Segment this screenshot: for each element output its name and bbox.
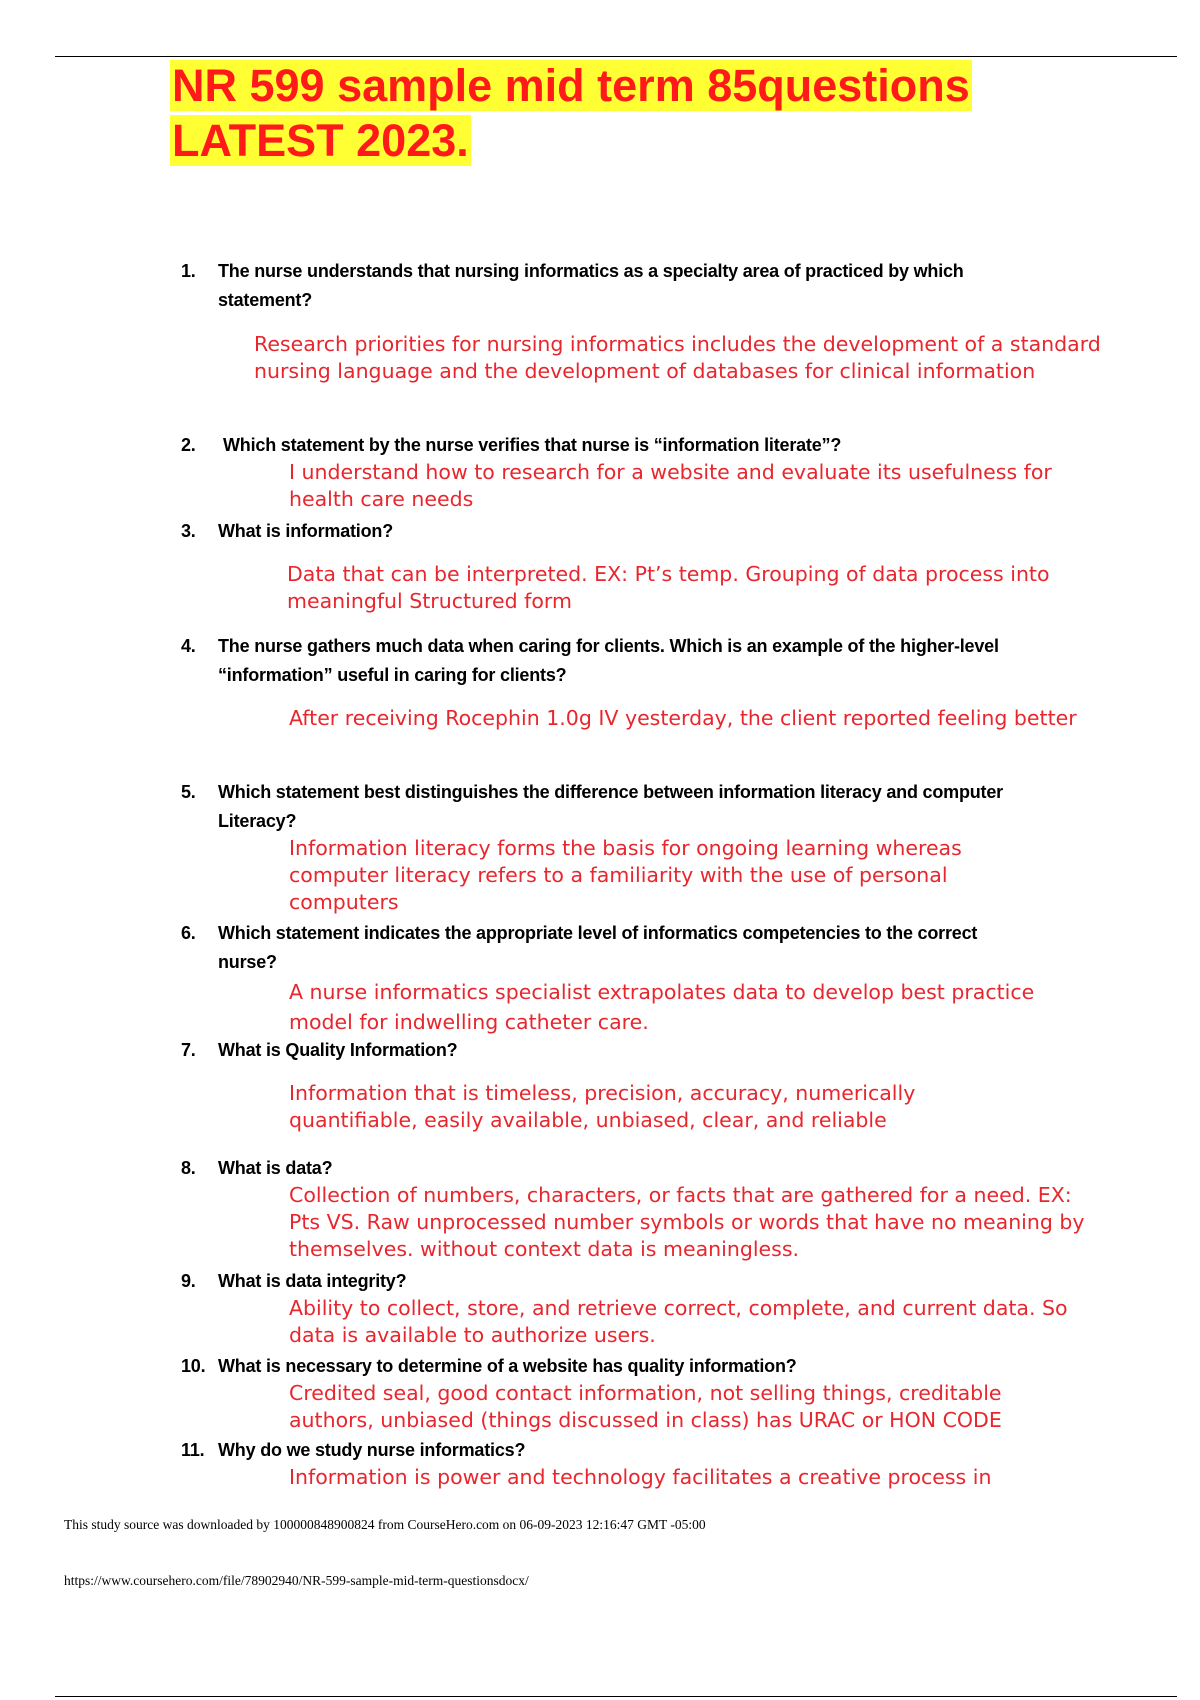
question-number: 1.	[181, 261, 196, 281]
question-text: Which statement best distinguishes the difference between information literacy and computer Literacy?	[218, 782, 1003, 831]
question-8	[181, 1154, 1101, 1183]
question-3	[181, 517, 1101, 546]
download-source-note: This study source was downloaded by 100000848900824 from CourseHero.com on 06-09-2023 12:16:47 GMT -05:00	[64, 1517, 706, 1532]
answer-4: After receiving Rocephin 1.0g IV yesterday, the client reported feeling better	[289, 706, 1077, 730]
answer-10: Credited seal, good contact information, not selling things, creditable authors, unbiased (things discussed in class) has URAC or HON CODE	[289, 1381, 1002, 1432]
question-2	[181, 431, 1101, 460]
answer-8: Collection of numbers, characters, or facts that are gathered for a need. EX: Pts VS. Raw unprocessed number symbols or words that have no meaning by themselves. without context data is meaningless.	[289, 1183, 1085, 1261]
question-number: 6.	[181, 923, 196, 943]
title-line-1: NR 599 sample mid term 85questions	[172, 60, 970, 111]
question-10	[181, 1352, 1101, 1381]
question-text: Which statement by the nurse verifies that nurse is “information literate”?	[223, 435, 842, 455]
question-text: Why do we study nurse informatics?	[218, 1440, 526, 1460]
answer-9: Ability to collect, store, and retrieve correct, complete, and current data. So data is available to authorize users.	[289, 1296, 1068, 1347]
question-text: The nurse gathers much data when caring for clients. Which is an example of the higher-level “information” useful in caring for clients?	[218, 636, 999, 685]
source-url[interactable]: https://www.coursehero.com/file/78902940/NR-599-sample-mid-term-questionsdocx/	[64, 1573, 529, 1588]
answer-3: Data that can be interpreted. EX: Pt’s temp. Grouping of data process into meaningful Structured form	[287, 562, 1050, 613]
title-line-2: LATEST 2023.	[172, 115, 469, 166]
answer-2: I understand how to research for a website and evaluate its usefulness for health care needs	[289, 460, 1052, 511]
question-9	[181, 1267, 1101, 1296]
answer-1: Research priorities for nursing informatics includes the development of a standard nursing language and the development of databases for clinical information	[254, 332, 1101, 383]
question-number: 9.	[181, 1271, 196, 1291]
question-11	[181, 1436, 1101, 1465]
question-number: 11.	[181, 1440, 205, 1460]
question-5	[181, 778, 1101, 836]
question-number: 3.	[181, 521, 196, 541]
question-number: 5.	[181, 782, 196, 802]
question-number: 10.	[181, 1356, 206, 1376]
question-7	[181, 1036, 1101, 1065]
question-text: The nurse understands that nursing informatics as a specialty area of practiced by which statement?	[218, 261, 964, 310]
question-number: 4.	[181, 636, 196, 656]
answer-6: A nurse informatics specialist extrapolates data to develop best practice model for indwelling catheter care.	[289, 980, 1035, 1034]
document-title	[170, 58, 1070, 168]
question-text: What is data integrity?	[218, 1271, 407, 1291]
question-text: What is information?	[218, 521, 393, 541]
question-text: Which statement indicates the appropriate level of informatics competencies to the correct nurse?	[218, 923, 978, 972]
bottom-rule	[55, 1696, 1177, 1697]
top-rule	[55, 56, 1177, 57]
question-1	[181, 257, 1101, 315]
question-4	[181, 632, 1101, 690]
question-number: 7.	[181, 1040, 196, 1060]
question-number: 8.	[181, 1158, 196, 1178]
question-text: What is Quality Information?	[218, 1040, 458, 1060]
question-text: What is data?	[218, 1158, 333, 1178]
answer-7: Information that is timeless, precision, accuracy, numerically quantifiable, easily available, unbiased, clear, and reliable	[289, 1081, 916, 1132]
question-text: What is necessary to determine of a website has quality information?	[218, 1356, 797, 1376]
question-number: 2.	[181, 435, 196, 455]
answer-11: Information is power and technology facilitates a creative process in	[289, 1465, 992, 1489]
question-6	[181, 919, 1101, 977]
answer-5: Information literacy forms the basis for ongoing learning whereas computer literacy refers to a familiarity with the use of personal computers	[289, 836, 962, 914]
